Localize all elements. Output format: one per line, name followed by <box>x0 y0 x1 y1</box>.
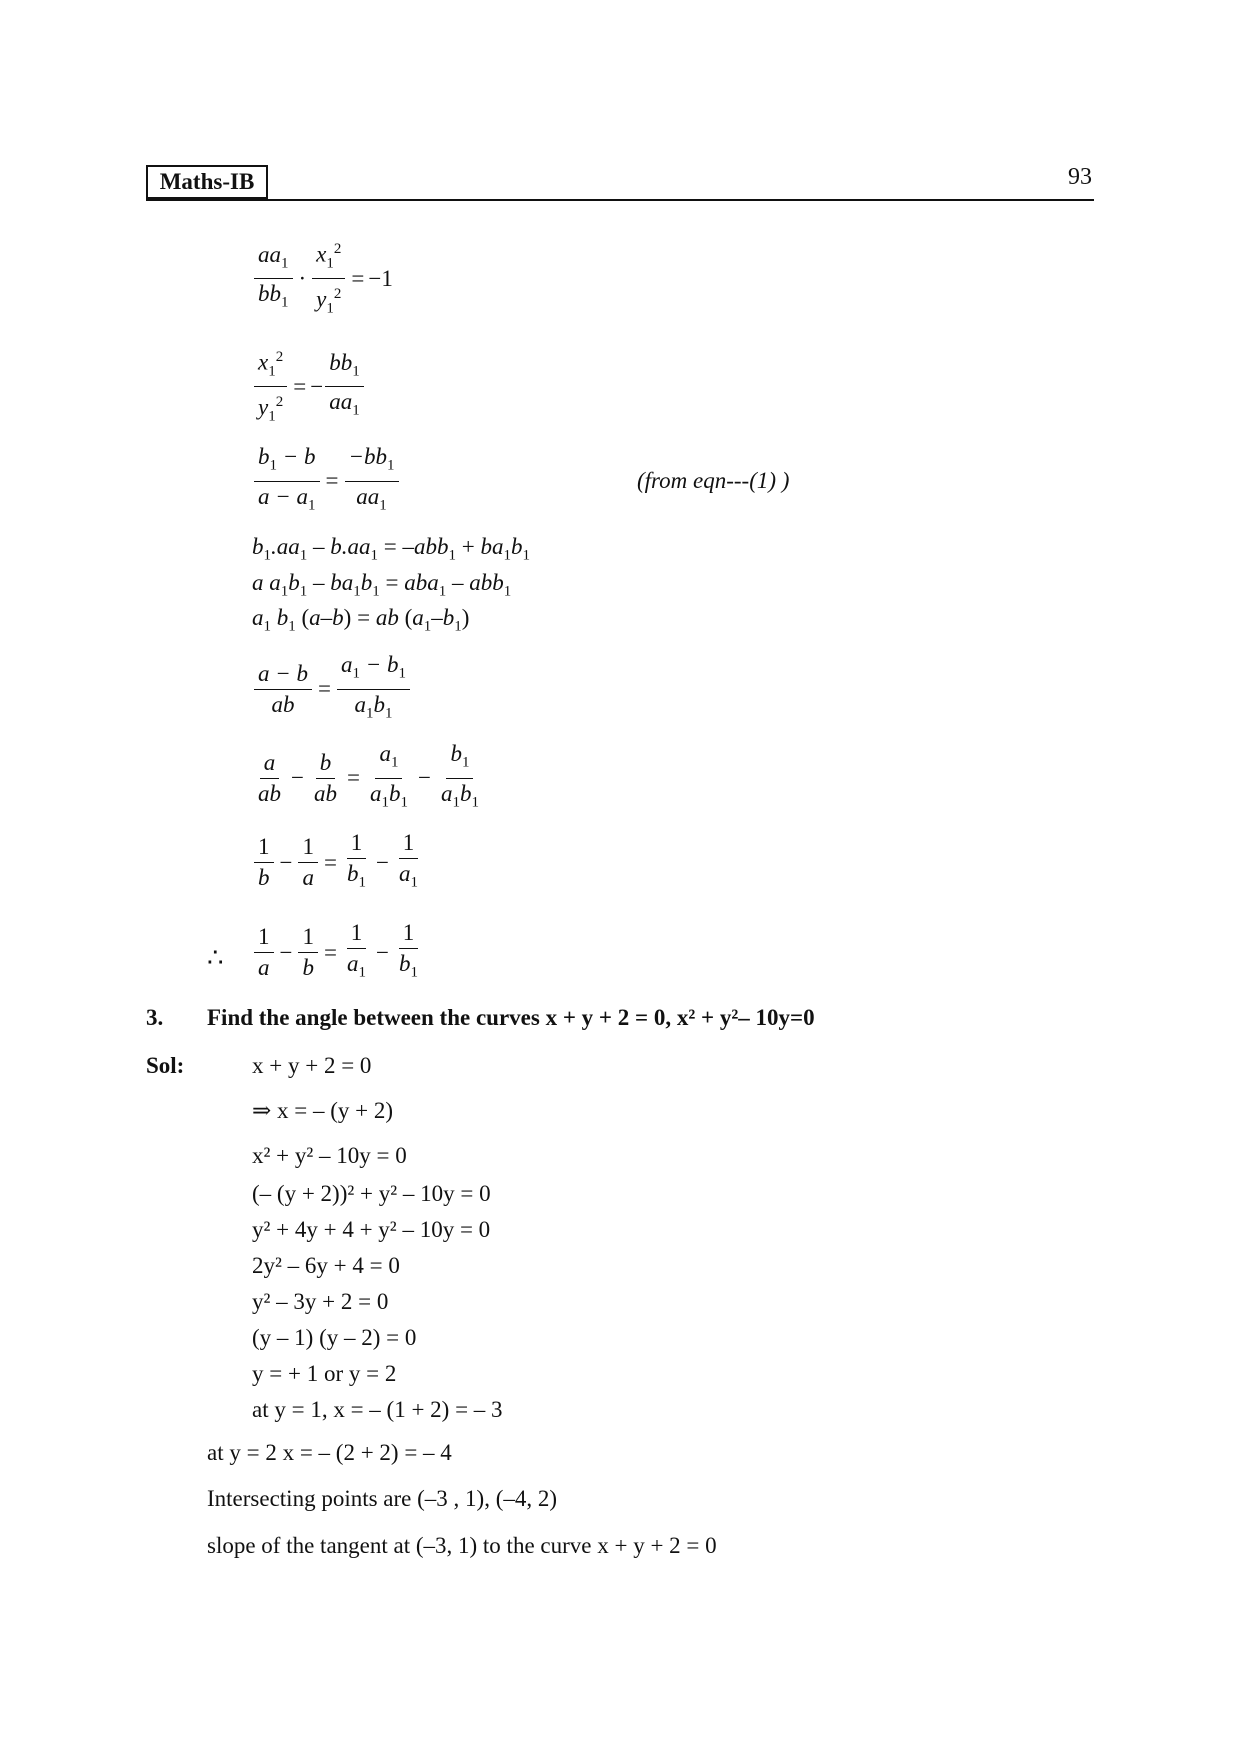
equation-1: $\frac{aa_1}{bb_1}$ · $\frac{x_1^2}{y_1^2}$ = −1 <box>252 236 393 322</box>
solution-line: 2y² – 6y + 4 = 0 <box>252 1253 400 1278</box>
solution-outer-line: at y = 2 x = – (2 + 2) = – 4 <box>207 1440 452 1465</box>
therefore-symbol: ∴ <box>207 943 224 972</box>
solution-outer-line: Intersecting points are (–3 , 1), (–4, 2) <box>207 1486 558 1511</box>
equation-reference-note: (from eqn---(1) ) <box>637 468 790 493</box>
solution-line: y = + 1 or y = 2 <box>252 1361 397 1386</box>
solution-line: x² + y² – 10y = 0 <box>252 1143 407 1168</box>
problem-number: 3. <box>146 1005 164 1030</box>
eq2-sign: − <box>310 373 324 399</box>
equation-line-1: $b_1.aa_1 - b.aa_1 = -abb_1 + ba_1b_1$ <box>252 534 530 564</box>
solution-line: ⇒ x = – (y + 2) <box>252 1098 394 1123</box>
solution-line: x + y + 2 = 0 <box>252 1053 372 1078</box>
equation-6: $\frac{1}{b}$ − $\frac{1}{a}$ = $\frac{1}{b_1}$ − $\frac{1}{a_1}$ <box>252 830 424 896</box>
page-number: 93 <box>1068 164 1092 190</box>
equation-2: $\frac{x_1^2}{y_1^2}$ = − $\frac{bb_1}{aa_1}$ <box>252 344 366 430</box>
equation-7: $\frac{1}{a}$ − $\frac{1}{b}$ = $\frac{1}{a_1}$ − $\frac{1}{b_1}$ <box>252 920 424 986</box>
solution-line: (– (y + 2))² + y² – 10y = 0 <box>252 1181 491 1206</box>
equation-line-2: a $a_1b_1 - ba_1b_1 = aba_1 - abb_1$ <box>252 570 512 600</box>
equation-5: $\frac{a}{ab}$ − $\frac{b}{ab}$ = $\frac{a_1}{a_1b_1}$ − $\frac{b_1}{a_1b_1}$ <box>258 741 479 811</box>
header-rule <box>146 199 1094 201</box>
page-header-title: Maths-IB <box>146 165 268 199</box>
solution-line: y² – 3y + 2 = 0 <box>252 1289 389 1314</box>
equation-4: $\frac{a - b}{ab}$ = $\frac{a_1 - b_1}{a_1b_1}$ <box>252 652 412 726</box>
solution-line: (y – 1) (y – 2) = 0 <box>252 1325 417 1350</box>
eq1-rhs: −1 <box>368 265 393 291</box>
solution-line: at y = 1, x = – (1 + 2) = – 3 <box>252 1397 503 1422</box>
solution-label: Sol: <box>146 1053 185 1078</box>
problem-statement: Find the angle between the curves x + y + 2 = 0, x² + y²– 10y=0 <box>207 1005 815 1030</box>
solution-outer-line: slope of the tangent at (–3, 1) to the curve x + y + 2 = 0 <box>207 1533 717 1558</box>
equation-3: $\frac{b_1 - b}{a - a_1}$ = $\frac{-bb_1}{aa_1}$ <box>252 444 401 518</box>
equation-line-3: $a_1$ $b_1$ (a–b) = ab $(a_1-b_1)$ <box>252 605 470 635</box>
solution-line: y² + 4y + 4 + y² – 10y = 0 <box>252 1217 491 1242</box>
